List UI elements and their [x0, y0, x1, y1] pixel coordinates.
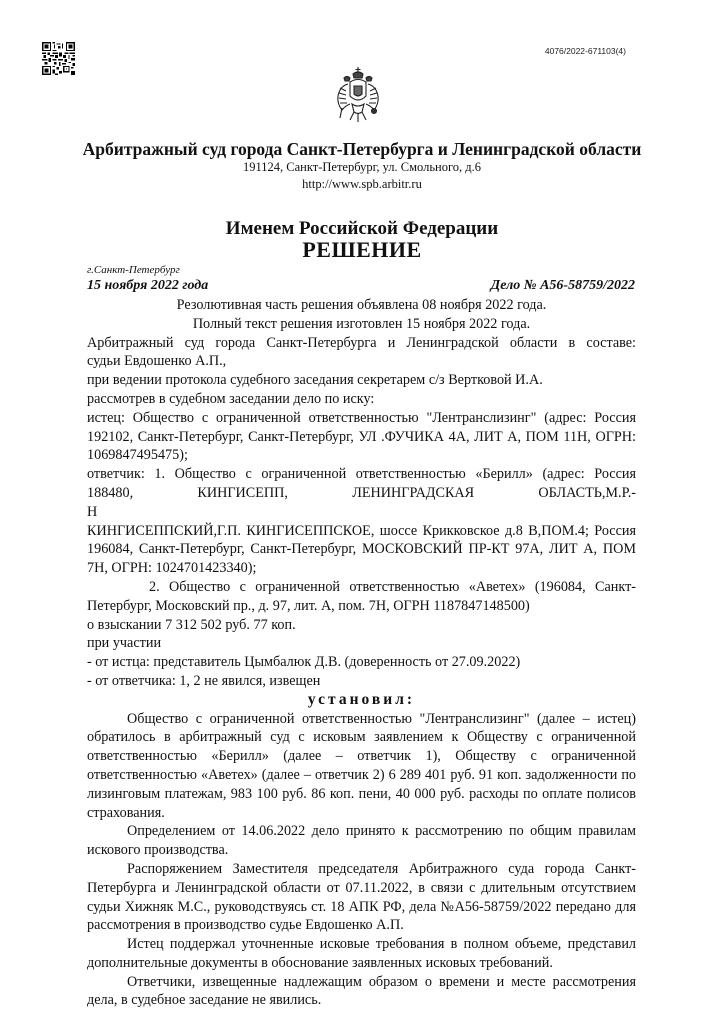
qr-code-icon: [42, 42, 75, 75]
established-heading: установил:: [307, 690, 416, 708]
in-the-name-heading: Именем Российской Федерации: [225, 218, 499, 239]
judge: судьи Евдошенко А.П.,: [87, 353, 227, 370]
defendant-2: 2. Общество с ограниченной ответственностью «Аветех» (196084, Санкт-Петербург, Московский пр., д. 97, лит. А, пом. 7Н, ОГРН 1187847148500): [87, 578, 636, 614]
defendant-1-address: КИНГИСЕППСКИЙ,Г.П. КИНГИСЕППСКОЕ, шоссе Крикковское д.8 В,ПОМ.4; Россия 196084, Санкт-Петербург, Санкт-Петербург, МОСКОВСКИЙ ПР-КТ 97А, ЛИТ А, ПОМ 7Н, ОГРН: 1024701423340);: [87, 522, 636, 577]
case-number: Дело № А56-58759/2022: [490, 278, 635, 293]
claim: о взыскании 7 312 502 руб. 77 коп.: [87, 616, 296, 633]
court-address: 191124, Санкт-Петербург, ул. Смольного, д.6: [242, 160, 482, 174]
decision-title: РЕШЕНИЕ: [302, 237, 422, 262]
court-composition: Арбитражный суд города Санкт-Петербурга и Ленинградской области в составе:: [87, 334, 636, 351]
document-number: 4076/2022-671103(4): [544, 46, 626, 56]
established-paragraph: Распоряжением Заместителя председателя Арбитражного суда города Санкт-Петербурга и Ленинградской области от 07.11.2022, в связи с длительным отсутствием судьи Хижняк М.С., руководствуясь ст. 18 АПК РФ, дела №А56-58759/2022 передано для рассмотрения в производство судье Евдошенко А.П.: [87, 860, 636, 934]
operative-part-note: Резолютивная часть решения объявлена 08 ноября 2022 года.: [176, 297, 547, 313]
defendant-1-line-1: ответчик: 1. Общество с ограниченной ответственностью «Берилл» (адрес: Россия: [87, 466, 636, 483]
from-defendant: - от ответчика: 1, 2 не явился, извещен: [87, 672, 321, 689]
established-paragraph: Определением от 14.06.2022 дело принято к рассмотрению по общим правилам искового производства.: [87, 823, 636, 859]
considered: рассмотрев в судебном заседании дело по иску:: [87, 390, 375, 407]
established-paragraph: Ответчики, извещенные надлежащим образом о времени и месте рассмотрения дела, в судебное заседание не явились.: [87, 973, 636, 1009]
defendant-1-line-2: 188480, КИНГИСЕПП, ЛЕНИНГРАДСКАЯ ОБЛАСТЬ,М.Р.-Н: [87, 484, 636, 520]
from-plaintiff: - от истца: представитель Цымбалюк Д.В. (доверенность от 27.09.2022): [87, 654, 521, 671]
established-paragraph: Истец поддержал уточненные исковые требования в полном объеме, представил дополнительные документы в обоснование заявленных исковых требований.: [87, 936, 636, 971]
participation: при участии: [87, 635, 162, 652]
plaintiff: истец: Общество с ограниченной ответственностью "Лентранслизинг" (адрес: Россия 192102, Санкт-Петербург, Санкт-Петербург, УЛ .ФУЧИКА 4А, ЛИТ А, ПОМ 11Н, ОГРН: 1069847495475);: [87, 409, 636, 464]
document-body: [87, 296, 636, 1010]
full-text-note: Полный текст решения изготовлен 15 ноября 2022 года.: [192, 315, 531, 332]
russian-coat-of-arms-icon: [334, 64, 382, 126]
court-name: Арбитражный суд города Санкт-Петербурга и Ленинградской области: [82, 139, 642, 159]
court-url[interactable]: http://www.spb.arbitr.ru: [302, 177, 422, 191]
secretary: при ведении протокола судебного заседания секретарем с/з Вертковой И.А.: [87, 372, 543, 389]
established-paragraph: Общество с ограниченной ответственностью "Лентранслизинг" (далее – истец) обратилось в арбитражный суд с исковым заявлением к Обществу с ограниченной ответственностью «Берилл» (далее – ответчик 1), Обществу с ограниченной ответственностью «Аветех» (далее – ответчик 2) 6 289 401 руб. 91 коп. задолженности по лизинговым платежам, 983 100 руб. 86 коп. пени, 40 000 руб. расходы по оплате полисов страхования.: [87, 710, 636, 821]
decision-date: 15 ноября 2022 года: [87, 278, 209, 293]
city: г.Санкт-Петербург: [87, 264, 180, 276]
